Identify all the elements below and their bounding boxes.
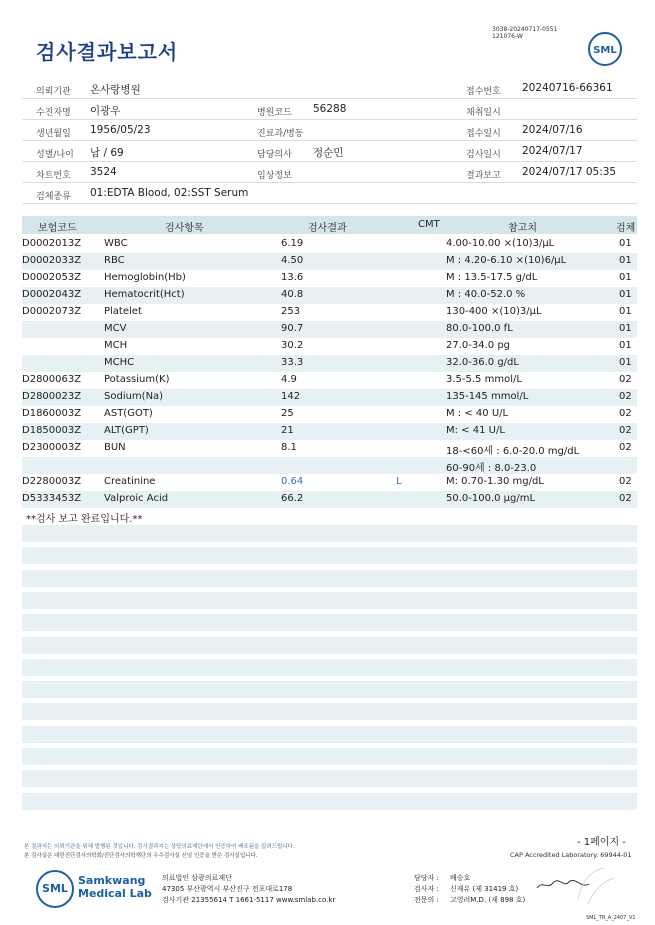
cell-specimen: 02 — [619, 425, 632, 436]
hospital-code-value: 56288 — [313, 103, 347, 115]
cell-specimen: 02 — [619, 374, 632, 385]
cell-item: MCH — [104, 340, 128, 351]
report-date-label: 결과보고 — [466, 171, 501, 181]
table-row — [22, 253, 637, 270]
table-row — [22, 304, 637, 321]
doctor-value: 정순민 — [313, 147, 344, 159]
cell-item: Hemoglobin(Hb) — [104, 272, 186, 283]
cell-code: D0002053Z — [22, 272, 82, 283]
cell-result: 33.3 — [281, 357, 304, 368]
divider — [22, 203, 637, 204]
cell-result: 0.64 — [281, 476, 304, 487]
cell-reference: 18-<60세 : 6.0-20.0 mg/dL — [446, 446, 580, 457]
table-row — [22, 355, 637, 372]
cell-reference: 27.0-34.0 pg — [446, 340, 511, 351]
birth-label: 생년월일 — [36, 129, 71, 139]
sex-age-label: 성별/나이 — [36, 150, 74, 160]
cell-specimen: 01 — [619, 340, 632, 351]
test-date-label: 검사일시 — [466, 150, 501, 160]
empty-row — [22, 659, 637, 676]
receipt-no-value: 20240716-66361 — [522, 82, 613, 94]
cell-code: D1860003Z — [22, 408, 82, 419]
cell-result: 4.9 — [281, 374, 297, 385]
brand-line-1: Samkwang — [78, 874, 146, 887]
chart-no-value: 3524 — [90, 166, 117, 178]
empty-row — [22, 726, 637, 743]
cell-result: 30.2 — [281, 340, 304, 351]
table-row — [22, 474, 637, 491]
sex-age-value: 남 / 69 — [90, 147, 124, 159]
cell-code: D0002043Z — [22, 289, 82, 300]
document-id-line1: 3038-20240717-0551 — [492, 26, 558, 33]
empty-row — [22, 770, 637, 787]
samkwang-logo-icon: SML — [36, 870, 74, 908]
header-cmt: CMT — [418, 219, 440, 230]
cell-specimen: 01 — [619, 272, 632, 283]
empty-row — [22, 681, 637, 698]
table-row — [22, 406, 637, 423]
report-date-value: 2024/07/17 05:35 — [522, 166, 617, 178]
cell-item: Potassium(K) — [104, 374, 170, 385]
page-number: - 1페이지 - — [577, 837, 626, 848]
brand-line-2: Medical Lab — [78, 887, 152, 900]
table-row — [22, 338, 637, 355]
sml-logo-icon: SML — [588, 32, 622, 66]
cell-result: 8.1 — [281, 442, 297, 453]
cell-code: D2280003Z — [22, 476, 82, 487]
cell-code: D0002073Z — [22, 306, 82, 317]
institution-value: 온사랑병원 — [90, 84, 141, 96]
cell-code: D2800023Z — [22, 391, 82, 402]
cell-result: 40.8 — [281, 289, 304, 300]
cell-specimen: 01 — [619, 289, 632, 300]
empty-row — [22, 547, 637, 564]
birth-value: 1956/05/23 — [90, 124, 151, 136]
cell-reference: M: 0.70-1.30 mg/dL — [446, 476, 544, 487]
header-result: 검사결과 — [308, 223, 347, 234]
cell-reference: M: < 41 U/L — [446, 425, 505, 436]
divider — [22, 182, 637, 183]
table-row — [22, 423, 637, 440]
cell-result: 25 — [281, 408, 294, 419]
table-row — [22, 389, 637, 406]
chart-no-label: 차트번호 — [36, 171, 71, 181]
cell-specimen: 02 — [619, 442, 632, 453]
empty-row — [22, 614, 637, 631]
name-label: 수진자명 — [36, 108, 71, 118]
cell-reference: 4.00-10.00 ×(10)3/μL — [446, 238, 555, 249]
header-ref: 참고치 — [508, 223, 537, 234]
empty-row — [22, 793, 637, 810]
footer-notice-2: 본 검사실은 대한진단검사의학회/진단검사의학재단의 우수검사실 신임 인증을 받은 검사실입니다. — [24, 853, 258, 859]
tester-label: 검사자 : — [414, 885, 439, 893]
cell-result: 66.2 — [281, 493, 304, 504]
clinical-label: 임상정보 — [257, 171, 292, 181]
receipt-date-value: 2024/07/16 — [522, 124, 583, 136]
seal-icon — [568, 860, 618, 908]
cell-reference: M : 4.20-6.10 ×(10)6/μL — [446, 255, 567, 266]
cell-specimen: 01 — [619, 323, 632, 334]
cell-item: ALT(GPT) — [104, 425, 149, 436]
empty-row — [22, 592, 637, 609]
cell-specimen: 02 — [619, 493, 632, 504]
cell-reference: 130-400 ×(10)3/μL — [446, 306, 542, 317]
cell-specimen: 02 — [619, 408, 632, 419]
cell-reference: M : 13.5-17.5 g/dL — [446, 272, 538, 283]
cell-reference: M : < 40 U/L — [446, 408, 509, 419]
page-title: 검사결과보고서 — [36, 40, 179, 64]
table-row — [22, 270, 637, 287]
cell-specimen: 01 — [619, 306, 632, 317]
cell-item: WBC — [104, 238, 128, 249]
cell-item: AST(GOT) — [104, 408, 153, 419]
cell-item: Sodium(Na) — [104, 391, 164, 402]
staff-label: 담당자 : — [414, 874, 439, 882]
cell-item: Valproic Acid — [104, 493, 169, 504]
tester-value: 신재유 (제 31419 호) — [450, 885, 519, 893]
cell-specimen: 02 — [619, 391, 632, 402]
cell-item: BUN — [104, 442, 126, 453]
table-row — [22, 321, 637, 338]
cell-result: 142 — [281, 391, 301, 402]
cell-code: D0002033Z — [22, 255, 82, 266]
patient-name: 이광우 — [90, 105, 121, 117]
org-contact: 검사기관 21355614 T 1661-5117 www.smlab.co.kr — [162, 896, 336, 904]
divider — [22, 140, 637, 141]
cell-result: 4.50 — [281, 255, 304, 266]
cell-specimen: 02 — [619, 476, 632, 487]
specialist-value: 고영려M.D. (제 898 호) — [450, 896, 526, 904]
table-row — [22, 287, 637, 304]
test-date-value: 2024/07/17 — [522, 145, 583, 157]
cell-item: Platelet — [104, 306, 142, 317]
empty-row — [22, 570, 637, 587]
specimen-label: 검체종류 — [36, 192, 71, 202]
cell-reference: 60-90세 : 8.0-23.0 — [446, 463, 537, 474]
divider — [22, 119, 637, 120]
table-row — [22, 372, 637, 389]
cell-code: D2300003Z — [22, 442, 82, 453]
cell-item: RBC — [104, 255, 125, 266]
cell-item: Hematocrit(Hct) — [104, 289, 185, 300]
cell-result: 13.6 — [281, 272, 304, 283]
empty-row — [22, 637, 637, 654]
empty-row — [22, 748, 637, 765]
receipt-date-label: 접수일시 — [466, 129, 501, 139]
empty-row — [22, 703, 637, 720]
specialist-label: 전문의 : — [414, 896, 439, 904]
header-specimen: 검체 — [616, 223, 636, 234]
cell-result: 90.7 — [281, 323, 304, 334]
cell-specimen: 01 — [619, 357, 632, 368]
specimen-value: 01:EDTA Blood, 02:SST Serum — [90, 187, 249, 199]
brand-name — [78, 874, 152, 900]
cell-result: 253 — [281, 306, 301, 317]
receipt-no-label: 접수번호 — [466, 87, 501, 97]
doctor-label: 담당의사 — [257, 150, 292, 160]
footer-notice-1: 본 결과지는 의뢰기관을 위해 발행된 것입니다. 검사결과지는 상당의료재단에서 인증하여 배포됨을 알려드립니다. — [24, 844, 295, 850]
form-code: SML_TR_A_2407_V1 — [586, 915, 636, 921]
cell-item: MCHC — [104, 357, 135, 368]
hospital-code-label: 병원코드 — [257, 108, 292, 118]
document-id-line2: 121076-W — [492, 33, 523, 40]
cell-code: D5333453Z — [22, 493, 82, 504]
cell-reference: M : 40.0-52.0 % — [446, 289, 526, 300]
collection-date-label: 채취일시 — [466, 108, 501, 118]
cell-specimen: 01 — [619, 238, 632, 249]
cell-reference: 135-145 mmol/L — [446, 391, 529, 402]
cell-reference: 80.0-100.0 fL — [446, 323, 513, 334]
cell-result: 6.19 — [281, 238, 304, 249]
cell-code: D2800063Z — [22, 374, 82, 385]
cap-accreditation: CAP Accredited Laboratory. 69944-01 — [510, 851, 632, 859]
cell-reference: 3.5-5.5 mmol/L — [446, 374, 522, 385]
empty-row — [22, 525, 637, 542]
table-row — [22, 236, 637, 253]
table-row — [22, 457, 637, 474]
divider — [22, 98, 637, 99]
table-row — [22, 440, 637, 457]
divider — [22, 161, 637, 162]
cell-result: 21 — [281, 425, 294, 436]
cell-flag: L — [396, 476, 402, 487]
document-id — [492, 26, 557, 40]
cell-item: Creatinine — [104, 476, 156, 487]
table-row — [22, 491, 637, 508]
cell-code: D1850003Z — [22, 425, 82, 436]
cell-reference: 50.0-100.0 μg/mL — [446, 493, 536, 504]
header-item: 검사항목 — [165, 223, 204, 234]
cell-specimen: 01 — [619, 255, 632, 266]
cell-item: MCV — [104, 323, 127, 334]
cell-code: D0002013Z — [22, 238, 82, 249]
header-code: 보험코드 — [38, 223, 77, 234]
dept-label: 진료과/병동 — [257, 129, 304, 139]
staff-value: 배승호 — [450, 874, 471, 882]
cell-reference: 32.0-36.0 g/dL — [446, 357, 519, 368]
org-address: 47305 부산광역시 부산진구 전포대로178 — [162, 885, 293, 893]
institution-label: 의뢰기관 — [36, 87, 71, 97]
completion-note: **검사 보고 완료입니다.** — [26, 514, 143, 525]
org-name: 의료법인 삼광의료재단 — [162, 874, 232, 882]
